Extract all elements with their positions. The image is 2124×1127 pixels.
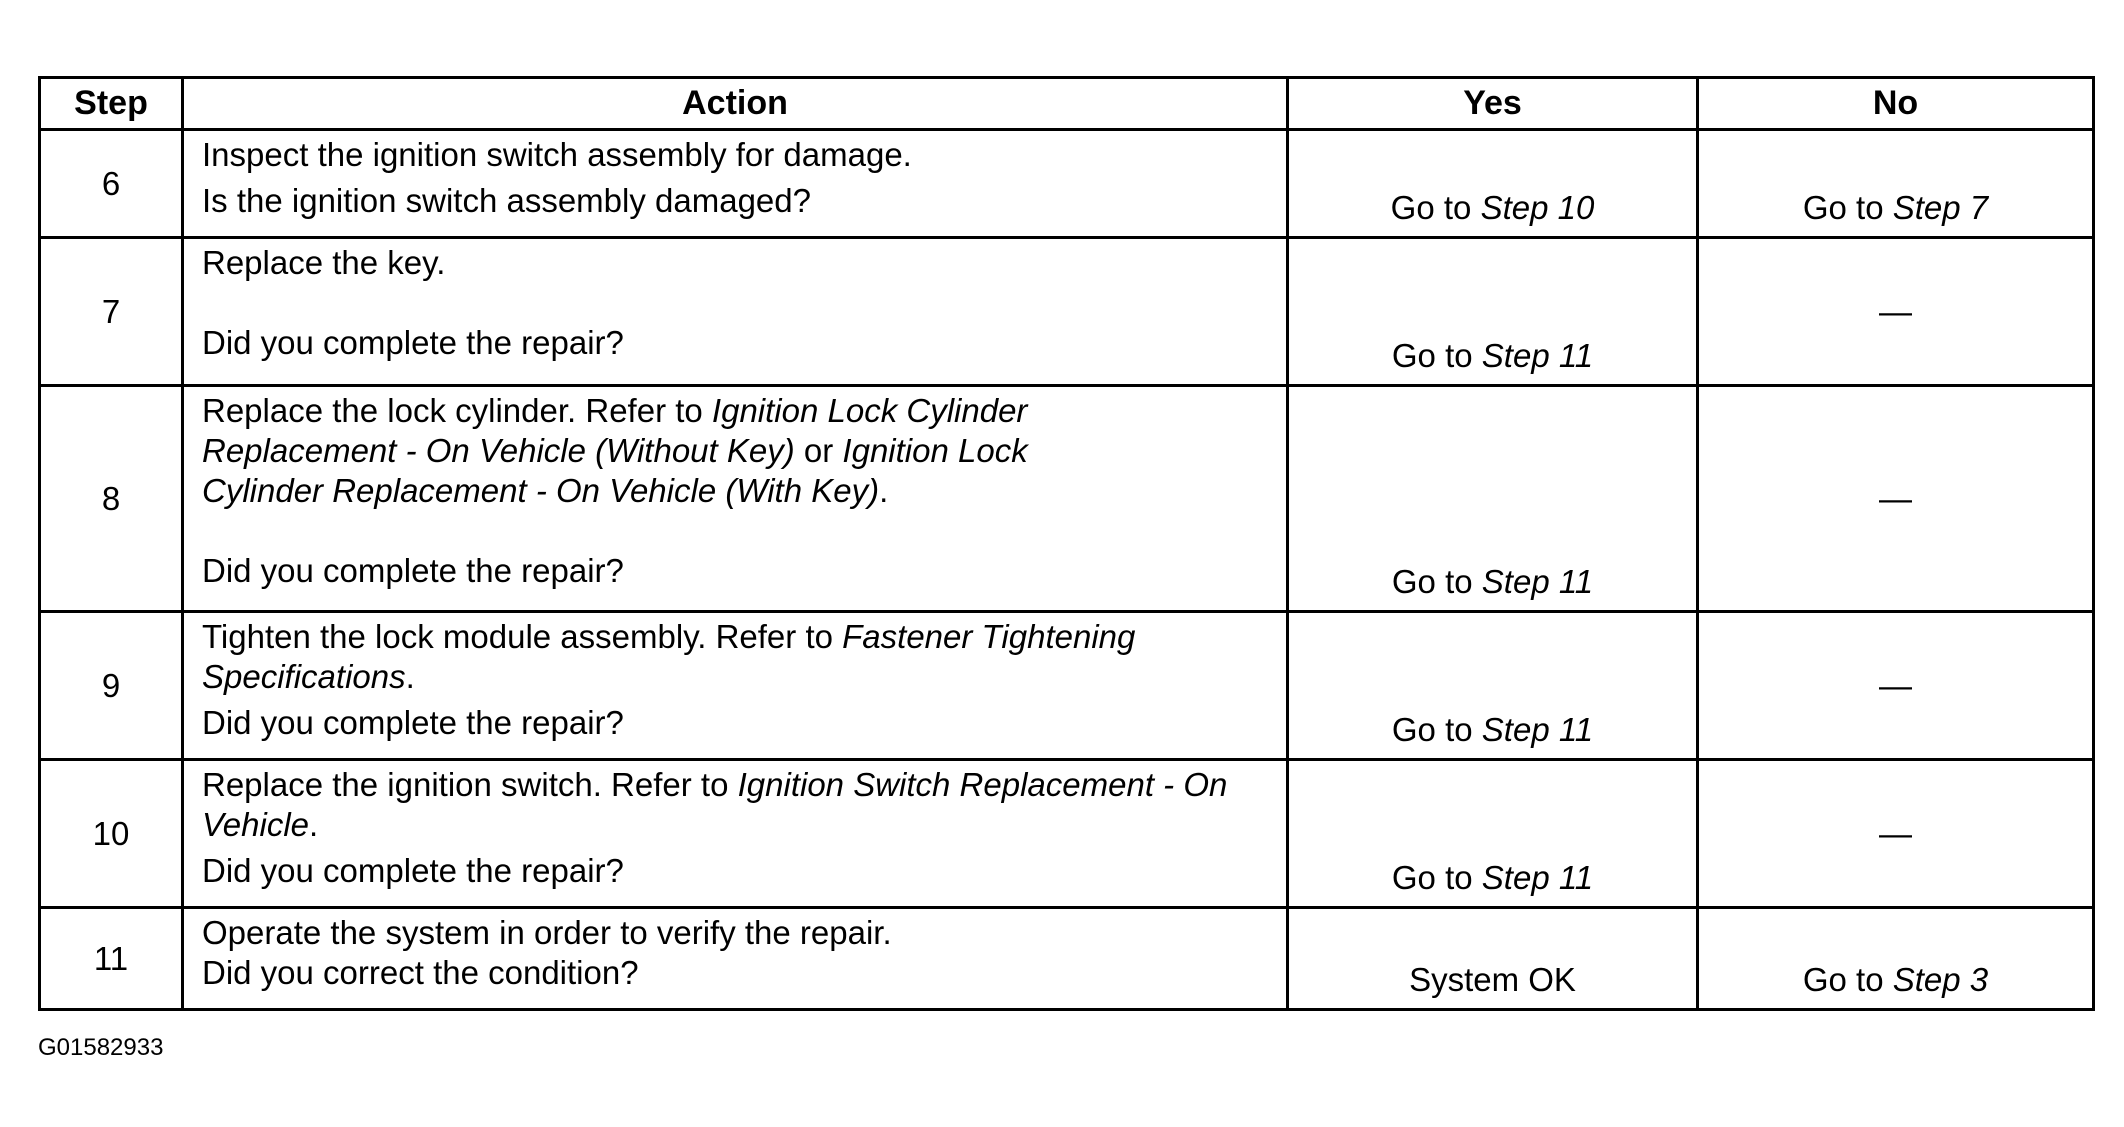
yes-cell bbox=[1288, 386, 1698, 612]
step-number: 6 bbox=[40, 130, 183, 238]
header-step: Step bbox=[40, 78, 183, 130]
no-cell bbox=[1698, 908, 2094, 1010]
action-question: Did you complete the repair? bbox=[202, 552, 624, 589]
table-row bbox=[40, 908, 2094, 1010]
procedure-link: Fastener Tightening Specifications bbox=[202, 618, 1136, 695]
no-cell: — bbox=[1698, 386, 2094, 612]
no-cell: — bbox=[1698, 760, 2094, 908]
yes-step-ref: Step 11 bbox=[1481, 859, 1594, 896]
table-row bbox=[40, 130, 2094, 238]
action-question: Did you correct the condition? bbox=[202, 954, 639, 991]
action-text: Replace the ignition switch. Refer to Ignition Switch Replacement - On Vehicle. bbox=[202, 766, 1228, 843]
header-action: Action bbox=[183, 78, 1288, 130]
procedure-link-with-key: Ignition Lock Cylinder Replacement - On Vehicle (With Key) bbox=[202, 432, 1028, 509]
yes-cell bbox=[1288, 130, 1698, 238]
yes-prefix: Go to bbox=[1391, 563, 1482, 600]
table-row bbox=[40, 386, 2094, 612]
step-number: 10 bbox=[40, 760, 183, 908]
action-cell bbox=[183, 612, 1288, 760]
yes-step-ref: Step 11 bbox=[1481, 711, 1594, 748]
action-text: Replace the key. bbox=[202, 244, 446, 281]
no-step-ref: Step 3 bbox=[1892, 961, 1989, 998]
diagnostic-table bbox=[38, 76, 2095, 1011]
yes-step-ref: Step 11 bbox=[1481, 337, 1594, 374]
action-cell bbox=[183, 760, 1288, 908]
yes-prefix: Go to bbox=[1391, 859, 1482, 896]
table-row bbox=[40, 612, 2094, 760]
no-cell bbox=[1698, 130, 2094, 238]
yes-step-ref: Step 11 bbox=[1481, 563, 1594, 600]
yes-cell bbox=[1288, 612, 1698, 760]
no-step-ref: Step 7 bbox=[1892, 189, 1989, 226]
step-number: 7 bbox=[40, 238, 183, 386]
header-no: No bbox=[1698, 78, 2094, 130]
no-cell: — bbox=[1698, 238, 2094, 386]
step-number: 8 bbox=[40, 386, 183, 612]
yes-prefix: Go to bbox=[1390, 189, 1481, 226]
yes-prefix: Go to bbox=[1391, 337, 1482, 374]
yes-cell: System OK bbox=[1288, 908, 1698, 1010]
no-cell: — bbox=[1698, 612, 2094, 760]
action-question: Did you complete the repair? bbox=[202, 704, 624, 741]
procedure-link: Ignition Switch Replacement - On Vehicle bbox=[202, 766, 1228, 843]
yes-step-ref: Step 10 bbox=[1480, 189, 1595, 226]
action-text: Tighten the lock module assembly. Refer to Fastener Tightening Specifications. bbox=[202, 618, 1136, 695]
table-row bbox=[40, 760, 2094, 908]
action-cell bbox=[183, 130, 1288, 238]
yes-prefix: Go to bbox=[1391, 711, 1482, 748]
table-row bbox=[40, 238, 2094, 386]
step-number: 11 bbox=[40, 908, 183, 1010]
action-text: Operate the system in order to verify the repair. bbox=[202, 914, 892, 951]
action-cell bbox=[183, 908, 1288, 1010]
figure-id: G01582933 bbox=[38, 1034, 164, 1061]
action-cell bbox=[183, 238, 1288, 386]
yes-cell bbox=[1288, 238, 1698, 386]
no-prefix: Go to bbox=[1802, 961, 1893, 998]
action-text: Replace the lock cylinder. Refer to Ignition Lock Cylinder Replacement - On Vehicle (Without Key) or Ignition Lock Cylinder Replacement - On Vehicle (With Key). bbox=[202, 392, 1028, 509]
step-number: 9 bbox=[40, 612, 183, 760]
action-question: Did you complete the repair? bbox=[202, 324, 624, 361]
action-text: Inspect the ignition switch assembly for damage. bbox=[202, 136, 912, 173]
yes-cell bbox=[1288, 760, 1698, 908]
header-yes: Yes bbox=[1288, 78, 1698, 130]
action-question: Is the ignition switch assembly damaged? bbox=[202, 182, 811, 219]
header-row bbox=[40, 78, 2094, 130]
no-prefix: Go to bbox=[1802, 189, 1893, 226]
action-cell bbox=[183, 386, 1288, 612]
action-question: Did you complete the repair? bbox=[202, 852, 624, 889]
procedure-link-without-key: Ignition Lock Cylinder Replacement - On Vehicle (Without Key) bbox=[202, 392, 1028, 469]
